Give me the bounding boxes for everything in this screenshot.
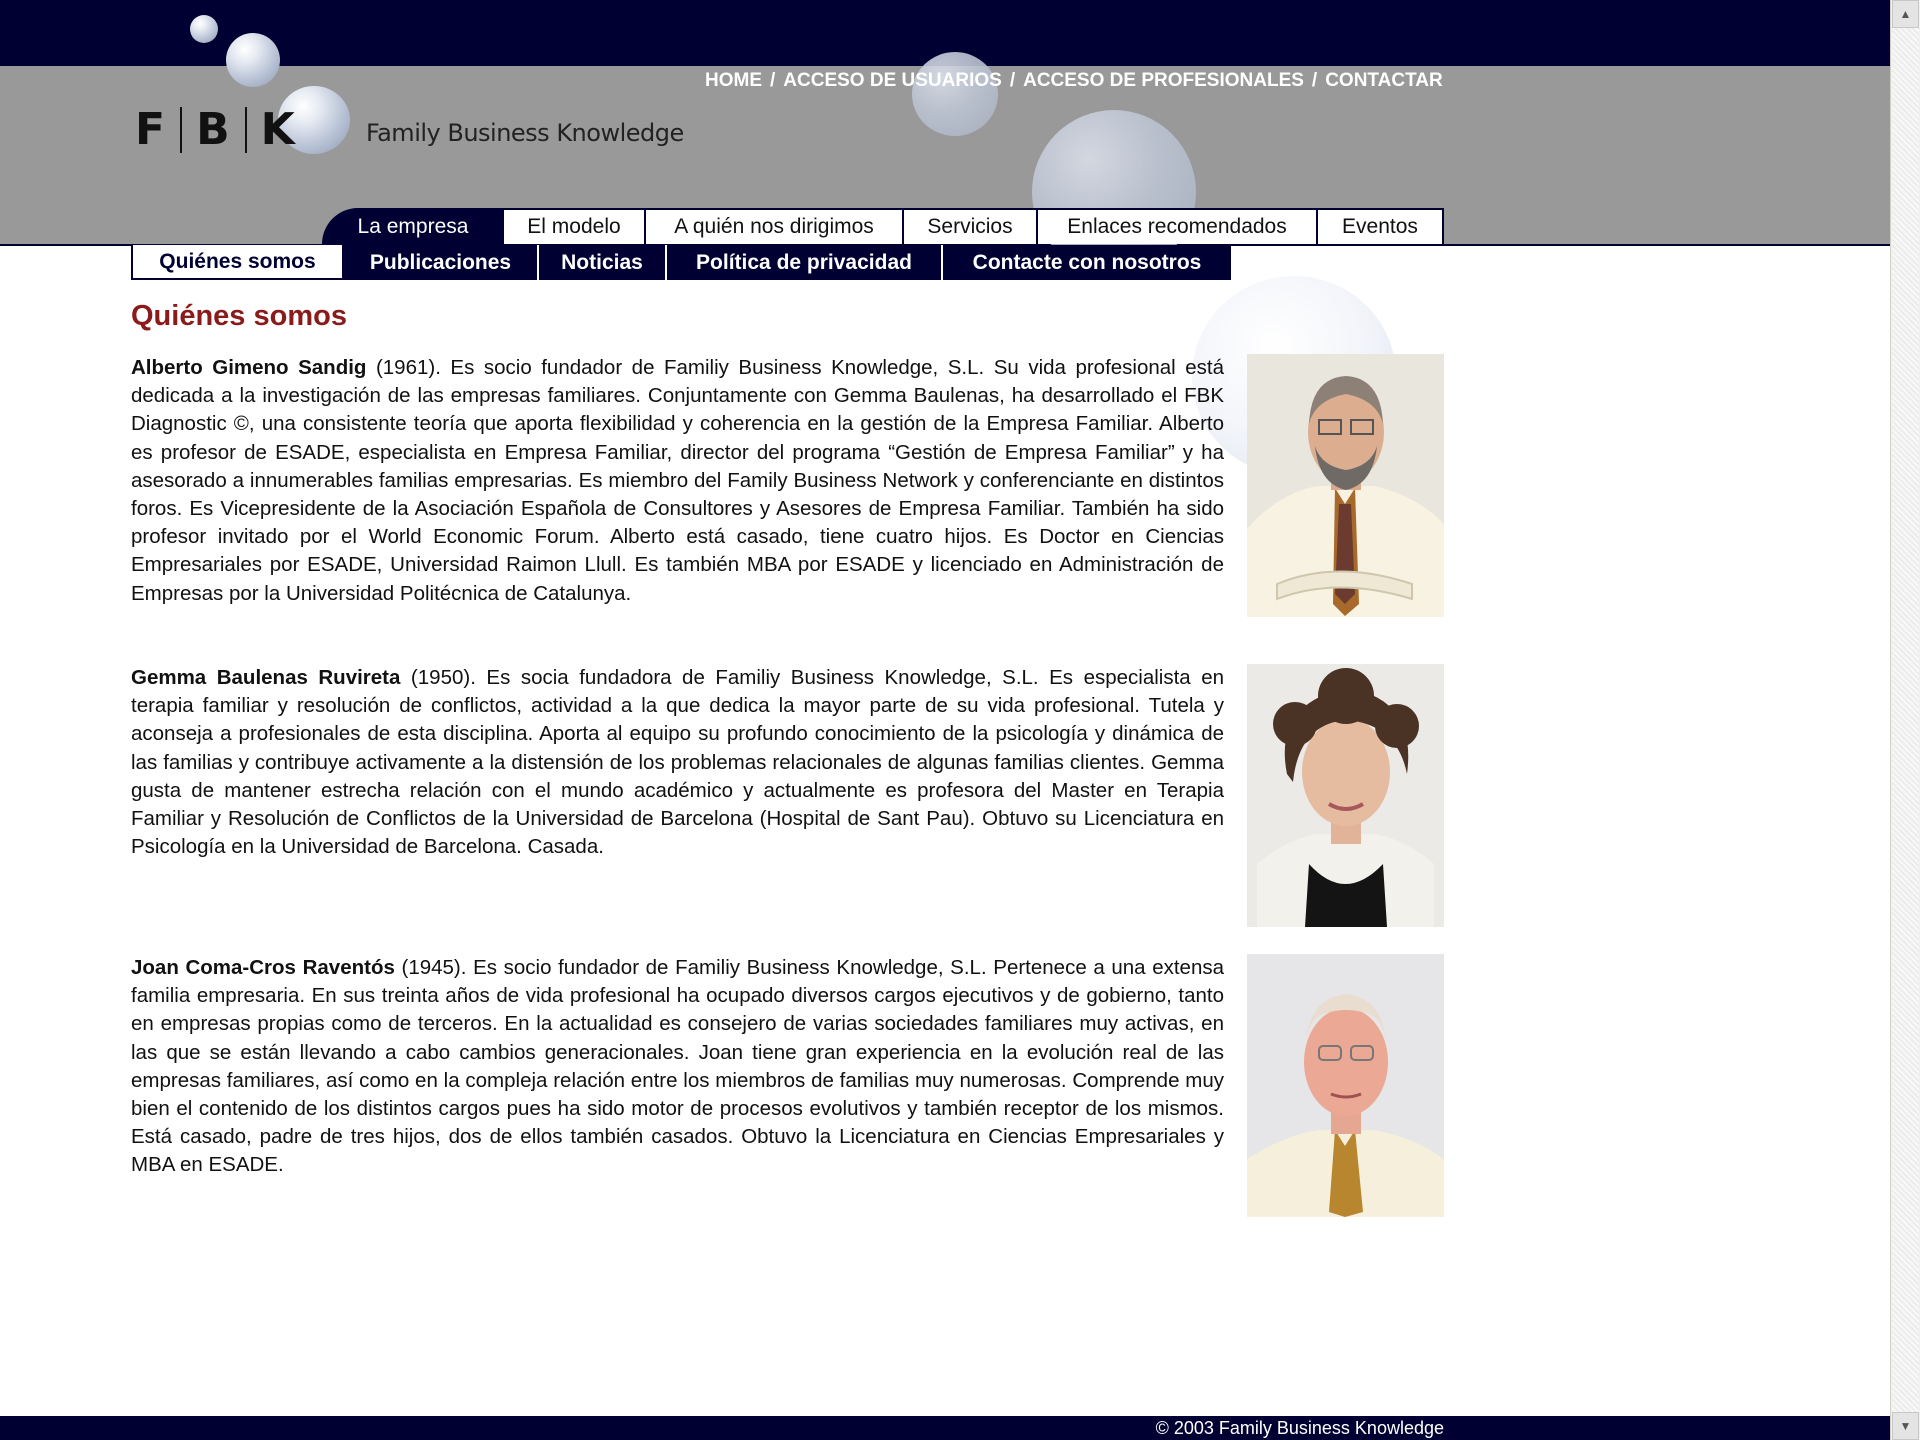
bubble-decoration-small	[190, 15, 218, 43]
scroll-down-arrow-icon[interactable]: ▼	[1892, 1412, 1919, 1440]
copyright-text: © 2003 Family Business Knowledge	[1155, 1418, 1444, 1438]
logo-separator	[245, 107, 247, 153]
bio-name: Gemma Baulenas Ruvireta	[131, 666, 401, 689]
tab-enlaces-recomendados[interactable]: Enlaces recomendados	[1038, 208, 1318, 244]
scroll-up-arrow-icon[interactable]: ▲	[1892, 0, 1919, 28]
fbk-logo[interactable]	[135, 104, 296, 155]
logo-tagline: Family Business Knowledge	[366, 119, 684, 147]
logo-separator	[180, 107, 182, 153]
tab-la-empresa[interactable]: La empresa	[322, 208, 504, 244]
portrait-photo-gemma	[1247, 664, 1444, 927]
bio-text: (1961). Es socio fundador de Familiy Business Knowledge, S.L. Su vida profesional está dedicada a la investigación de las empresas familiares. Conjuntamente con Gemma Baulenas, ha desarrollado el FBK Diagnostic ©, una consistente teoría que aporta flexibilidad y coherencia en la gestión de la Empresa Familiar. Alberto es profesor de ESADE, especialista en Empresa Familiar, director del programa “Gestión de Empresa Familiar” y ha asesorado a innumerables familias empresarias. Es miembro del Family Business Network y conferenciante en distintos foros. Es Vicepresidente de la Asociación Española de Consultores y Asesores de Empresa Familiar. También ha sido profesor invitado por el World Economic Forum. Alberto está casado, tiene cuatro hijos. Es Doctor en Ciencias Empresariales por ESADE, Universidad Raimon Llull. Es también MBA por ESADE y licenciado en Administración de Empresas por la Universidad Politécnica de Catalunya.	[131, 356, 1224, 605]
link-separator: /	[1009, 70, 1016, 91]
tab-eventos[interactable]: Eventos	[1318, 208, 1444, 244]
top-utility-nav	[705, 70, 1443, 92]
logo-letter-k: K	[260, 104, 296, 155]
portrait-photo-joan	[1247, 954, 1444, 1217]
bio-text: (1945). Es socio fundador de Familiy Business Knowledge, S.L. Pertenece a una extensa familia empresaria. En sus treinta años de vida profesional ha ocupado diversos cargos ejecutivos y de gobierno, tanto en empresas propias como de terceros. En la actualidad es consejero de varias sociedades familiares muy activas, en las que se están llevando a cabo cambios generacionales. Joan tiene gran experiencia en la evolución real de las empresas familiares, así como en la compleja relación entre los miembros de familias muy numerosas. Comprende muy bien el contenido de los distintos cargos pues ha sido motor de procesos evolutivos y también receptor de los mismos. Está casado, padre de tres hijos, dos de ellos también casados. Obtuvo la Licenciatura en Ciencias Empresariales y MBA en ESADE.	[131, 956, 1224, 1177]
link-acceso-profesionales[interactable]: ACCESO DE PROFESIONALES	[1023, 70, 1304, 91]
link-contactar[interactable]: CONTACTAR	[1325, 70, 1443, 91]
link-home[interactable]: HOME	[705, 70, 762, 91]
link-separator: /	[770, 70, 776, 91]
sub-nav-tabs	[131, 245, 1231, 280]
link-acceso-usuarios[interactable]: ACCESO DE USUARIOS	[783, 70, 1002, 91]
portrait-photo-alberto	[1247, 354, 1444, 617]
bubble-decoration-medium	[226, 33, 280, 87]
subtab-politica-privacidad[interactable]: Política de privacidad	[667, 245, 943, 280]
page-title: Quiénes somos	[131, 300, 347, 332]
bio-paragraph	[131, 664, 1224, 861]
bio-text: (1950). Es socia fundadora de Familiy Business Knowledge, S.L. Es especialista en terapia familiar y resolución de conflictos, actividad a la que dedica la mayor parte de su vida profesional. Tutela y aconseja a profesionales de esta disciplina. Aporta al equipo su profundo conocimiento de la psicología y dinámica de las familias y contribuye activamente a la distensión de los problemas relacionales de algunas familias clientes. Gemma gusta de mantener estrecha relación con el mundo académico y actualmente es profesora del Master en Terapia Familiar y Resolución de Conflictos de la Universidad de Barcelona (Hospital de Sant Pau). Obtuvo su Licenciatura en Psicología en la Universidad de Barcelona. Casada.	[131, 666, 1224, 859]
subtab-noticias[interactable]: Noticias	[539, 245, 667, 280]
logo-letter-b: B	[196, 104, 231, 155]
tab-a-quien-nos-dirigimos[interactable]: A quién nos dirigimos	[646, 208, 904, 244]
logo-letter-f: F	[135, 104, 167, 155]
subtab-contacte[interactable]: Contacte con nosotros	[943, 245, 1231, 280]
subtab-publicaciones[interactable]: Publicaciones	[344, 245, 539, 280]
vertical-scrollbar[interactable]	[1890, 0, 1920, 1440]
tab-servicios[interactable]: Servicios	[904, 208, 1038, 244]
footer-bar	[0, 1416, 1890, 1440]
bio-paragraph	[131, 354, 1224, 608]
bubble-decoration-faint	[912, 52, 998, 136]
main-nav-tabs	[322, 208, 1444, 244]
link-separator: /	[1311, 70, 1318, 91]
scroll-track[interactable]	[1892, 28, 1919, 1412]
bio-name: Alberto Gimeno Sandig	[131, 356, 367, 379]
bio-name: Joan Coma-Cros Raventós	[131, 956, 395, 979]
tab-el-modelo[interactable]: El modelo	[504, 208, 646, 244]
bio-paragraph	[131, 954, 1224, 1180]
subtab-quienes-somos[interactable]: Quiénes somos	[131, 245, 344, 280]
